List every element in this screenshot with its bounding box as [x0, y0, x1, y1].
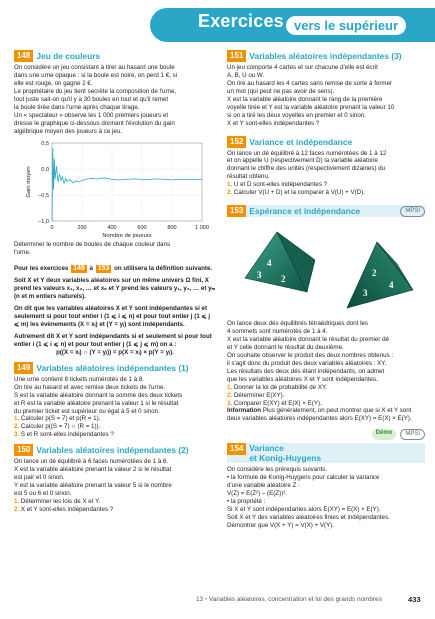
- exercise-question: 1. Donner la loi de probabilité de XY.: [227, 383, 328, 391]
- page-number: 433: [408, 595, 421, 604]
- exercise-text: X et Y sont-elles indépendantes ?: [227, 119, 320, 127]
- exercise-question: 2. Déterminer E(XY).: [227, 391, 285, 399]
- chart-x-tick-label: 600: [137, 225, 147, 232]
- question-text: Calculer p(S = 7) et p(R = 1).: [20, 415, 101, 423]
- exercise-ref-153[interactable]: 153: [97, 265, 110, 273]
- exercise-number: 152: [227, 136, 246, 148]
- exercise-text: si on a tiré les deux voyelles en premier et 0 sinon.: [227, 111, 366, 119]
- information-note: [227, 407, 425, 423]
- question-text: Calculer p((S = 7) ∩ (R = 1)).: [20, 423, 101, 431]
- right-column: [227, 47, 425, 530]
- chart-x-tick-label: 0: [50, 225, 54, 232]
- exercise-header: [14, 444, 216, 456]
- chart-series-line: [52, 149, 202, 222]
- exercise-title: Variance: [249, 443, 284, 454]
- definition-paragraph: Autrement dit X et Y sont indépendants si et seulement si pour tout entier i (1 ⩽ i ⩽ n) et pour tout entier j (1 ⩽ j ⩽ m) on a :: [14, 332, 212, 348]
- exercise-text: et Y celle donnant le résultat du deuxième.: [227, 343, 344, 351]
- exercise-header: [14, 362, 216, 374]
- definition-intro-text: à: [89, 265, 93, 273]
- left-column: [14, 47, 216, 514]
- exercise-text: est 5 ou 6 et 0 sinon.: [14, 490, 72, 497]
- gain-chart: [14, 137, 216, 241]
- exercise-text: On lance un dé équilibré à 12 faces numérotées de 1 à 12: [227, 149, 387, 157]
- chapter-number: 13: [196, 596, 204, 603]
- definition-intro-text: on utilisera la définition suivante.: [114, 265, 213, 273]
- definition-block: [14, 265, 216, 356]
- exercise-text: est pair et 0 sinon.: [14, 474, 65, 482]
- chart-y-axis-label: Gain moyen: [26, 166, 32, 199]
- chart-x-tick-label: 400: [107, 225, 117, 232]
- exercise-number: 151: [227, 50, 246, 62]
- exercise-text: Un jeu comporte 4 cartes et sur chacune d'elle est écrit: [227, 64, 378, 71]
- exercise-text: dresse le graphique ci-dessous donnant l'évolution du gain: [14, 119, 175, 127]
- svg-text:2: 2: [372, 268, 377, 279]
- chart-x-axis-label: Nombre de joueurs: [102, 233, 152, 240]
- exercise-ref-149[interactable]: 149: [73, 265, 85, 273]
- exercise-text: On considère les prérequis suivants.: [227, 466, 328, 474]
- definition-paragraph: On dit que les variables aléatoires X et Y sont indépendantes si et seulement si pour tout entier i (1 ⩽ i ⩽ n) et pour tout entier j (1 ⩽ j ⩽ m) les évènements (X = xᵢ) et (Y = yⱼ) sont indépendants.: [14, 305, 211, 328]
- chart-x-tick-label: 200: [77, 225, 87, 232]
- exercise-text: l'urne.: [14, 249, 31, 257]
- exercise-text: X est la variable aléatoire prenant la valeur 2 si le résultat: [14, 466, 172, 474]
- demo-badge: Démo: [372, 429, 397, 440]
- exercise-text: il s'agit donc du produit des deux variables aléatoires : XY.: [227, 359, 387, 367]
- exercise-number: 150: [14, 444, 33, 456]
- question-text: S et R sont-elles indépendantes ?: [20, 431, 114, 439]
- exercise-text: la boule tirée dans l'urne après chaque tirage.: [14, 103, 140, 111]
- svg-text:4: 4: [267, 258, 272, 269]
- exercise-question: 1. Déterminer les lois de X et Y.: [14, 497, 101, 505]
- exercise-text: Y est la variable aléatoire prenant la valeur 5 si le nombre: [14, 482, 172, 490]
- exercise-text: Le propriétaire du jeu tient secrète la composition de l'urne,: [14, 87, 177, 95]
- exercise-text: dans une urne opaque : si la boule est noire, on perd 1 €, si: [14, 71, 178, 79]
- exercise-text: On lance deux dés équilibrés tétraédriques dont les: [227, 320, 369, 328]
- exercise-header: [227, 50, 425, 62]
- definition-intro-text: Pour les exercices: [14, 265, 69, 273]
- exercise-header: [227, 205, 425, 217]
- exercise-text: Démontrer que V(X + Y) = V(X) + V(Y).: [227, 521, 335, 529]
- exercise-text: Soit X et Y des variables aléatoires finies et indépendantes.: [227, 513, 390, 521]
- exercise-question: 3. S et R sont-elles indépendantes ?: [14, 431, 114, 439]
- exercise-text: Si X et Y sont indépendantes alors E(XY) = E(X) × E(Y).: [227, 506, 381, 513]
- exercise-text: résultat obtenu.: [227, 173, 270, 181]
- exercise-text: On souhaite observer le produit des deux nombres obtenus :: [227, 351, 394, 359]
- exercise-title: et Konig-Huygens: [249, 453, 322, 464]
- exercise-header: [227, 443, 425, 463]
- footer-chapter: 13 • Variables aléatoires, concentration et loi des grands nombres: [196, 596, 382, 603]
- exercise-text: S est la variable aléatoire donnant la somme des deux tickets: [14, 391, 183, 399]
- exercise-text: 4 sommets sont numérotés de 1 à 4.: [227, 328, 328, 336]
- information-text: Plus généralement, on peut montrer que si X et Y sont deux variables aléatoires indépendantes alors E(XY) = E(X) × E(Y).: [227, 407, 412, 423]
- exercise-text: algébrique moyen des joueurs à ce jeu.: [14, 127, 123, 135]
- exercise-text: • la propriété :: [227, 498, 266, 506]
- question-text: Calculer V(U + D) et la comparer à V(U) + V(D).: [233, 189, 365, 197]
- exercise-text: On tire au hasard les 4 cartes sans remise de sorte à former: [227, 79, 393, 87]
- definition-formula: p((X = xᵢ) ∩ (Y = yⱼ)) = p(X = xᵢ) × p(Y = yⱼ).: [56, 348, 174, 356]
- chart-x-tick-label: 1 000: [195, 225, 209, 232]
- exercise-148: [14, 50, 216, 257]
- exercise-text: V(Z) = E(Z²) – (E(Z))².: [227, 490, 287, 498]
- exercise-question: 2. Calculer V(U + D) et la comparer à V(U) + V(D).: [227, 189, 365, 197]
- exercise-text: Un « spectateur » observe les 1 000 premiers joueurs et: [14, 111, 169, 119]
- exercise-149: [14, 362, 216, 440]
- tetrahedral-dice-image: [227, 220, 425, 320]
- chart-svg: [14, 137, 216, 241]
- question-text: U et D sont-elles indépendantes ?: [233, 181, 328, 189]
- exercise-number: 149: [14, 362, 33, 374]
- exercise-text: du premier ticket est supérieur ou égal à 5 et 0 sinon.: [14, 407, 160, 415]
- exercise-text: On considère un jeu consistant à tirer au hasard une boule: [14, 64, 175, 71]
- exercise-text: que les variables aléatoires X et Y sont indépendantes.: [227, 375, 378, 383]
- exercise-text: elle est rouge, on gagne 2 €.: [14, 79, 93, 87]
- exercise-152: [227, 136, 425, 198]
- exercise-question: 1. Calculer p(S = 7) et p(R = 1).: [14, 415, 101, 423]
- exercise-title: Variables aléatoires indépendantes (2): [36, 445, 189, 456]
- exercise-header: [14, 50, 216, 62]
- exercise-text: donnant le chiffre des unités (respectivement dizaines) du: [227, 165, 386, 173]
- question-text: Déterminer les lois de X et Y.: [20, 497, 101, 505]
- page-subtitle: vers le supérieur: [286, 16, 406, 35]
- chart-y-tick-label: –1,0: [38, 219, 49, 226]
- exercise-text: d'une variable aléatoire Z :: [227, 482, 300, 490]
- exercise-153: [227, 205, 425, 423]
- exercise-title: Jeu de couleurs: [36, 51, 101, 61]
- exercise-text: A, B, U ou W.: [227, 71, 265, 79]
- exercise-question: 2. Calculer p((S = 7) ∩ (R = 1)).: [14, 423, 101, 431]
- exercise-text: X est la variable aléatoire donnant le rang de la première: [227, 95, 383, 103]
- mpsi-badge: MPSI: [400, 429, 425, 440]
- information-label: Information: [227, 407, 262, 415]
- exercise-text: Une urne contient 8 tickets numérotés de 1 à 8.: [14, 375, 145, 383]
- exercise-number: 148: [14, 50, 33, 62]
- exercise-text: voyelle tirée et Y est la variable aléatoire prenant la valeur 10: [227, 103, 395, 111]
- exercise-text: • la formule de Konig-Huygens pour calculer la variance: [227, 474, 380, 482]
- dice-photo: [227, 220, 425, 320]
- exercise-text: tout juste sait-on qu'il y a 30 boules en tout et qu'il remet: [14, 95, 169, 103]
- exercise-title: Espérance et indépendance: [249, 206, 361, 217]
- exercise-title: Variables aléatoires indépendantes (1): [36, 362, 189, 373]
- exercise-text: X est la variable aléatoire donnant le résultat du premier dé: [227, 336, 390, 343]
- definition-intro: [14, 265, 216, 273]
- question-text: Déterminer E(XY).: [233, 391, 285, 399]
- exercise-title: Variables aléatoires indépendantes (3): [249, 51, 402, 61]
- chart-y-tick-label: –0,5: [38, 193, 49, 200]
- svg-text:4: 4: [389, 280, 394, 291]
- exercise-154: [227, 429, 425, 530]
- chapter-title: Variables aléatoires, concentration et loi des grands nombres: [208, 596, 382, 603]
- chart-x-tick-label: 800: [167, 225, 177, 232]
- chart-y-tick-label: 0,0: [41, 167, 49, 174]
- exercise-text: On lance un dé équilibré à 6 faces numérotées de 1 à 6.: [14, 458, 169, 466]
- page-title: Exercices: [198, 11, 284, 31]
- chart-y-tick-label: 0,5: [41, 141, 49, 148]
- exercise-151: [227, 50, 425, 128]
- exercise-number: 153: [227, 205, 246, 217]
- exercise-text: On tire au hasard et avec remise deux tickets de l'urne.: [14, 383, 166, 391]
- exercise-text: Les résultats des deux dés étant indépendants, on admet: [227, 367, 385, 375]
- exercise-question: 3. Comparer E(XY) et E(X) × E(Y).: [227, 399, 322, 407]
- svg-text:3: 3: [363, 288, 368, 299]
- exercise-text: Déterminer le nombre de boules de chaque couleur dans: [14, 241, 171, 249]
- exercise-header: [227, 136, 425, 148]
- exercise-150: [14, 444, 216, 514]
- exercise-title: Variance et indépendance: [249, 136, 353, 147]
- exercise-text: un mot (qui peut ne pas avoir de sens).: [227, 87, 335, 95]
- definition-paragraph: Soit X et Y deux variables aléatoires sur un même univers Ω fini, X prend les valeurs x₁, x₂, … et xₙ et Y prend les valeurs y₁, y₂, … et yₘ (n et m entiers naturels).: [14, 277, 216, 301]
- svg-text:3: 3: [257, 270, 262, 281]
- exercise-question: 1. U et D sont-elles indépendantes ?: [227, 181, 328, 189]
- question-text: Comparer E(XY) et E(X) × E(Y).: [233, 399, 322, 407]
- question-text: X et Y sont-elles indépendantes ?: [20, 505, 114, 513]
- exercise-number: 154: [227, 443, 246, 455]
- exercise-question: 2. X et Y sont-elles indépendantes ?: [14, 505, 114, 513]
- svg-text:2: 2: [281, 274, 286, 285]
- question-text: Donner la loi de probabilité de XY.: [233, 383, 328, 391]
- exercise-text: et on appelle U (respectivement D) la variable aléatoire: [227, 157, 378, 165]
- exercise-text: et R est la variable aléatoire prenant la valeur 1 si le résultat: [14, 399, 179, 407]
- mpsi-badge: MPSI: [400, 206, 425, 217]
